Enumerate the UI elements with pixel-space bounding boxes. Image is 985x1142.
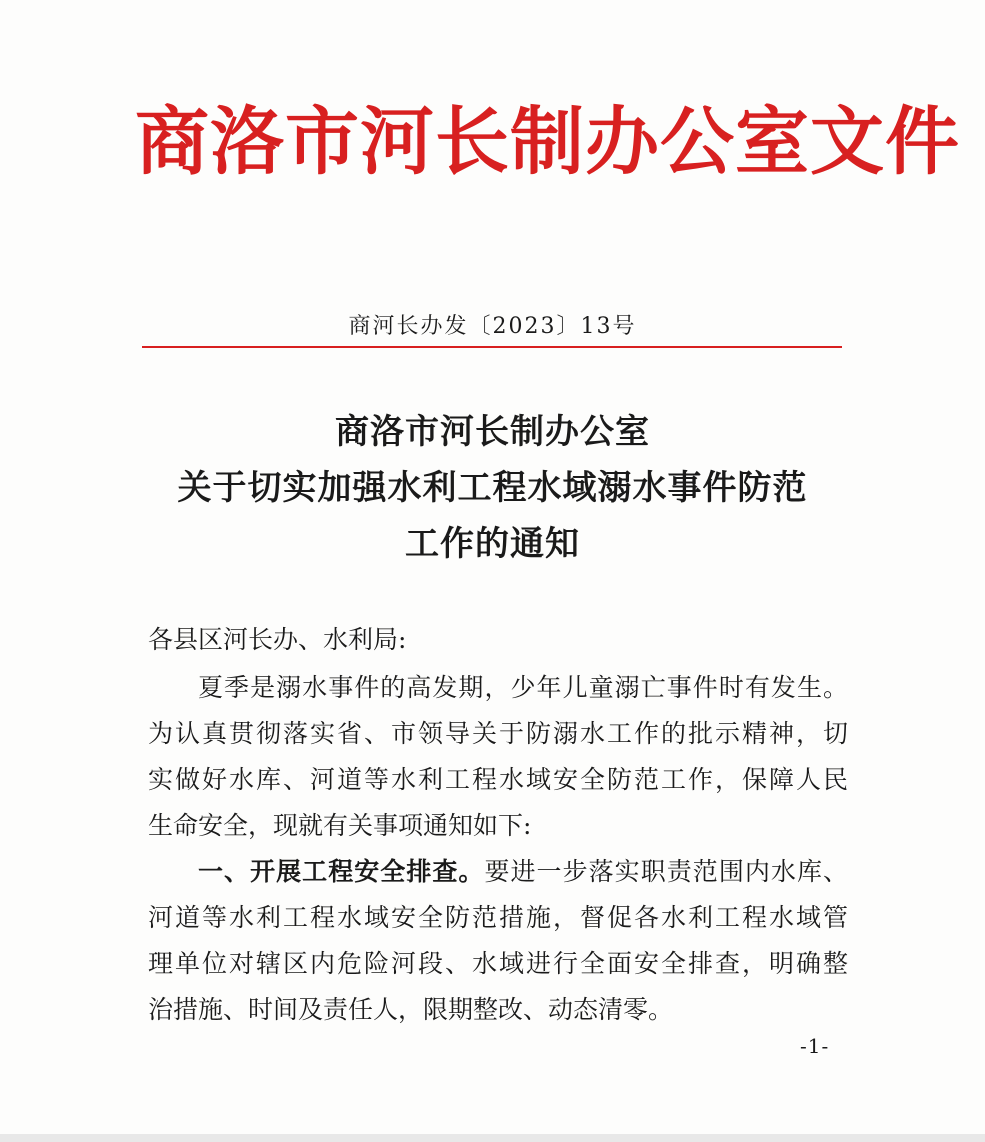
paragraph-2-line-3: 理单位对辖区内危险河段、水域进行全面安全排查，明确整	[148, 949, 848, 978]
paragraph-1-line-4: 生命安全，现就有关事项通知如下:	[148, 811, 532, 840]
notice-title-line-1: 商洛市河长制办公室	[335, 412, 650, 452]
red-divider-line	[142, 346, 842, 348]
document-number: 商河长办发〔2023〕13号	[348, 314, 637, 339]
notice-title	[0, 404, 985, 572]
issuer-header-title: 商洛市河长制办公室文件	[135, 99, 960, 185]
paragraph-1-line-1: 夏季是溺水事件的高发期，少年儿童溺亡事件时有发生。	[198, 673, 848, 702]
notice-title-line-2: 关于切实加强水利工程水域溺水事件防范	[177, 468, 808, 508]
page-bottom-edge	[0, 1134, 985, 1142]
paragraph-2-line-2: 河道等水利工程水域安全防范措施，督促各水利工程水域管	[148, 903, 848, 932]
paragraph-2-line-1	[148, 852, 848, 892]
body-text	[148, 668, 848, 1036]
paragraph-1-line-2: 为认真贯彻落实省、市领导关于防溺水工作的批示精神，切	[148, 719, 848, 748]
paragraph-1-line-3: 实做好水库、河道等水利工程水域安全防范工作，保障人民	[148, 765, 848, 794]
section-heading-1: 一、开展工程安全排查。	[198, 857, 485, 886]
paragraph-2-line-1-rest: 要进一步落实职责范围内水库、	[484, 857, 848, 886]
paragraph-2-line-4: 治措施、时间及责任人，限期整改、动态清零。	[148, 995, 674, 1024]
addressee-line: 各县区河长办、水利局:	[148, 625, 407, 654]
notice-title-line-3: 工作的通知	[405, 524, 580, 564]
page-number: -1-	[800, 1034, 830, 1058]
